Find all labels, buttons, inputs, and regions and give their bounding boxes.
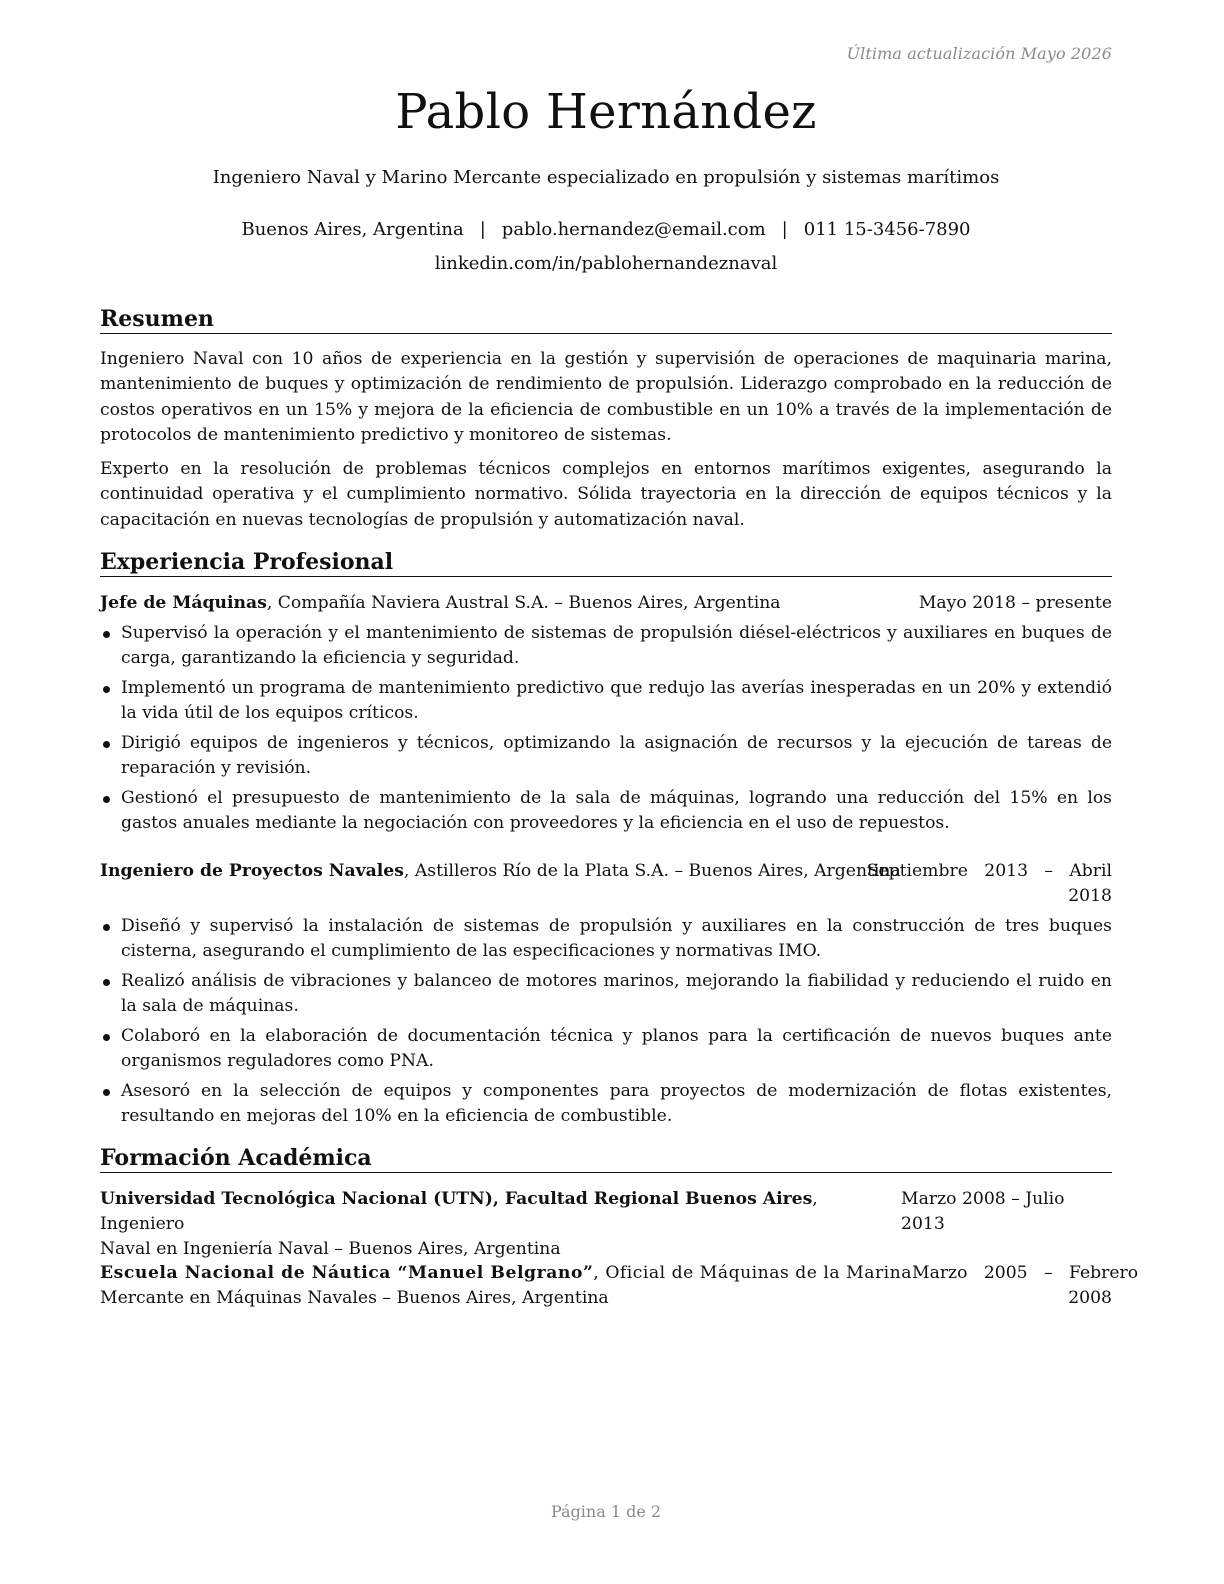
education-degree-continued: Mercante en Máquinas Navales – Buenos Aires, Argentina [100, 1288, 609, 1308]
section-title-experience: Experiencia Profesional [100, 550, 1112, 577]
contact-location: Buenos Aires, Argentina [241, 219, 464, 240]
resume-page [100, 0, 1139, 1584]
job-dates: Mayo 2018 – presente [918, 593, 1112, 613]
job-header [100, 591, 1112, 616]
education-institution: Universidad Tecnológica Nacional (UTN), Facultad Regional Buenos Aires [100, 1189, 813, 1209]
education-dates: Marzo 2008 – Julio 2013 [901, 1189, 1065, 1234]
job-dates: Septiembre 2013 – Abril [866, 861, 1112, 881]
contact-separator: | [781, 219, 788, 240]
section-title-education: Formación Académica [100, 1146, 1112, 1173]
candidate-name: Pablo Hernández [395, 84, 817, 140]
section-title-summary: Resumen [100, 307, 1112, 334]
education-dates: Marzo 2005 – Febrero [912, 1263, 1139, 1283]
job-header [100, 859, 1112, 884]
contact-linkedin[interactable]: linkedin.com/in/pablohernandeznaval [434, 253, 778, 274]
contact-email[interactable]: pablo.hernandez@email.com [501, 219, 766, 240]
summary-paragraph-1: Ingeniero Naval con 10 años de experiencia en la gestión y supervisión de operaciones de maquinaria marina, mantenimiento de buques y optimización de rendimiento de propulsión. Liderazgo comprobado en la reducción de costos operativos en un 15% y mejora de la eficiencia de combustible en un 10% a través de la implementación de protocolos de mantenimiento predictivo y monitoreo de sistemas. [100, 349, 1112, 445]
job-bullet: Gestionó el presupuesto de mantenimiento de la sala de máquinas, logrando una reducción del 15% en los gastos anuales mediante la negociación con proveedores y la eficiencia en el uso de repuestos. [100, 786, 1112, 836]
job-bullet: Colaboró en la elaboración de documentación técnica y planos para la certificación de nuevos buques ante organismos reguladores como PNA. [100, 1024, 1112, 1074]
page-number: Página 1 de 2 [550, 1502, 662, 1521]
education-degree: , Oficial de Máquinas de la Marina [593, 1263, 912, 1283]
contact-separator: | [479, 219, 486, 240]
job-bullet-list [100, 914, 1112, 1134]
job-bullet: Realizó análisis de vibraciones y balanceo de motores marinos, mejorando la fiabilidad y reduciendo el ruido en la sala de máquinas. [100, 969, 1112, 1019]
job-role: Ingeniero de Proyectos Navales [100, 861, 404, 881]
contact-phone: 011 15-3456-7890 [803, 219, 971, 240]
job-bullet: Diseñó y supervisó la instalación de sistemas de propulsión y auxiliares en la construcción de tres buques cisterna, asegurando el cumplimiento de las especificaciones y normativas IMO. [100, 914, 1112, 964]
contact-line [100, 219, 1112, 241]
job-bullet: Dirigió equipos de ingenieros y técnicos, optimizando la asignación de recursos y la ejecución de tareas de reparación y revisión. [100, 731, 1112, 781]
education-item [100, 1261, 1139, 1311]
job-bullet: Supervisó la operación y el mantenimiento de sistemas de propulsión diésel-eléctricos y auxiliares en buques de carga, garantizando la eficiencia y seguridad. [100, 621, 1112, 671]
education-item [100, 1187, 1112, 1262]
job-bullet: Asesoró en la selección de equipos y componentes para proyectos de modernización de flotas existentes, resultando en mejoras del 10% en la eficiencia de combustible. [100, 1079, 1112, 1129]
job-role: Jefe de Máquinas [100, 593, 267, 613]
job-company: , Compañía Naviera Austral S.A. – Buenos Aires, Argentina [266, 593, 781, 613]
last-updated-note: Última actualización Mayo 2026 [846, 44, 1112, 63]
education-institution: Escuela Nacional de Náutica “Manuel Belgrano” [100, 1263, 594, 1283]
education-degree: , Ingeniero [100, 1189, 818, 1234]
job-company: , Astilleros Río de la Plata S.A. – Buenos Aires, Argentina [403, 861, 901, 881]
candidate-tagline: Ingeniero Naval y Marino Mercante especializado en propulsión y sistemas marítimos [212, 167, 1000, 188]
job-bullet: Implementó un programa de mantenimiento predictivo que redujo las averías inesperadas en un 20% y extendió la vida útil de los equipos críticos. [100, 676, 1112, 726]
summary-paragraph-2: Experto en la resolución de problemas técnicos complejos en entornos marítimos exigentes, asegurando la continuidad operativa y el cumplimiento normativo. Sólida trayectoria en la dirección de equipos técnicos y la capacitación en nuevas tecnologías de propulsión y automatización naval. [100, 459, 1112, 530]
job-dates-continued: 2018 [1068, 886, 1112, 906]
education-dates-continued: 2008 [1068, 1288, 1112, 1308]
education-degree-continued: Naval en Ingeniería Naval – Buenos Aires, Argentina [100, 1239, 561, 1259]
job-bullet-list [100, 621, 1112, 841]
